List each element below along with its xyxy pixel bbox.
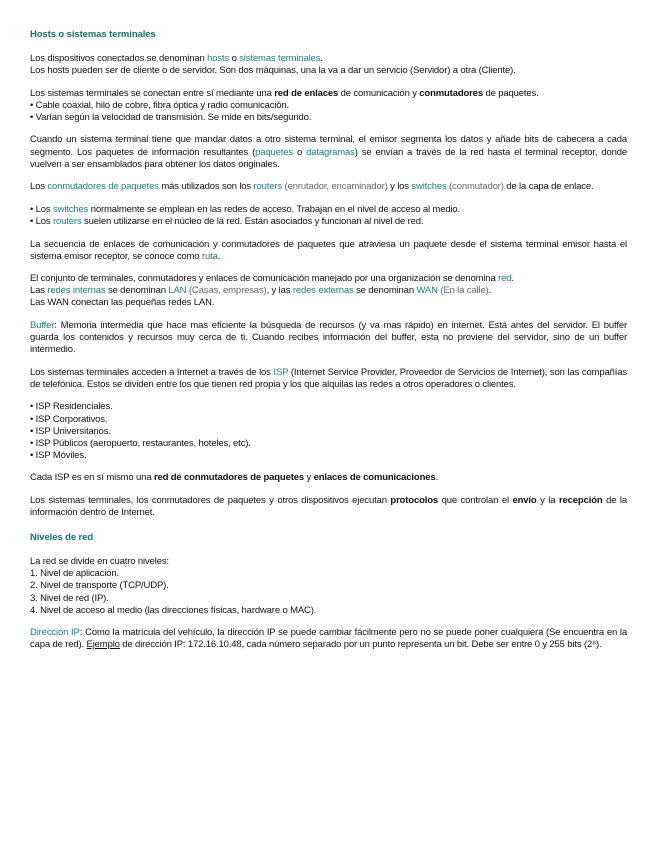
text: . <box>217 250 221 262</box>
text: y la <box>536 495 559 507</box>
list-item: • ISP Universitarios. <box>30 425 111 437</box>
text: de paquetes. <box>482 87 539 99</box>
term-switches: switches <box>53 203 89 215</box>
bold-conmutadores: conmutadores <box>419 87 483 99</box>
term-ruta: ruta <box>201 250 218 262</box>
list-item: 1. Nivel de aplicación. <box>30 568 119 580</box>
list-switches-routers <box>30 204 627 228</box>
text: Los sistemas terminales se conectan entre sí mediante una <box>30 87 275 99</box>
wan-note: Las WAN conectan las pequeñas redes LAN. <box>30 297 215 309</box>
text: La secuencia de enlaces de comunicación y conmutadores de paquetes que atraviesa un paquete desde el sistema terminal emisor hasta el sistema emisor receptor, se conoce como <box>30 238 627 262</box>
niveles-intro: La red se divide en cuatro niveles: <box>30 556 169 568</box>
term-redes-externas: redes externas <box>292 285 354 297</box>
paragraph-direccion-ip <box>30 627 627 651</box>
term-hosts: hosts <box>207 53 230 64</box>
list-item: • Varían según la velocidad de transmisión. Se mide en bits/segundo. <box>30 111 312 123</box>
hosts-client-server: Los hosts pueden ser de cliente o de servidor. Son dos máquinas, una la va a dar un servicio (Servidor) a otra (Cliente). <box>30 65 516 77</box>
paragraph-protocolos <box>30 495 627 519</box>
text: Las <box>30 285 48 297</box>
bold-red-enlaces: red de enlaces <box>274 87 339 99</box>
list-item: 4. Nivel de acceso al medio (las direcciones físicas, hardware o MAC). <box>30 604 317 616</box>
paragraph-segmentacion <box>30 134 627 170</box>
text: : Memoria intermedia que hace mas eficiente la búsqueda de recursos (y va mas rápido) en internet. Está antes del servidor. El buffer guarda los contenidos y recursos muy cerca de ti. Cuando recibes información del buffer, esta no proviene del servidor, sino de un buffer intermedio. <box>30 320 627 356</box>
text: de comunicación y <box>338 87 420 99</box>
paragraph-buffer <box>30 320 627 356</box>
paragraph-red-enlaces <box>30 88 627 124</box>
text: Los sistemas terminales acceden a Internet a través de los <box>30 366 274 378</box>
text: se denominan <box>353 285 417 297</box>
list-isp-types <box>30 401 627 461</box>
term-routers: routers <box>53 215 82 227</box>
bold-protocolos: protocolos <box>390 495 439 507</box>
list-item: • ISP Corporativos. <box>30 413 108 425</box>
note-enrutador: (enrutador, encaminador) <box>282 181 388 193</box>
paragraph-ruta <box>30 239 627 263</box>
text <box>30 273 627 285</box>
term-isp: ISP <box>273 366 289 378</box>
text: más utilizados son los <box>158 181 254 193</box>
text: de la capa de enlace. <box>503 181 594 193</box>
text: • Los <box>30 203 54 215</box>
list-item: • Cable coaxial, hilo de cobre, fibra óptica y radio comunicación. <box>30 99 290 111</box>
term-conmutadores-de-paquetes: conmutadores de paquetes <box>47 181 159 193</box>
text: , y las <box>266 285 293 297</box>
term-datagramas: datagramas <box>306 146 355 158</box>
text: . <box>435 472 438 484</box>
list-item <box>30 204 627 216</box>
list-niveles <box>30 556 627 616</box>
text: que controlan el <box>438 495 513 507</box>
text: Los <box>30 181 48 193</box>
bold-red-conmutadores: red de conmutadores de paquetes <box>153 472 304 484</box>
text: suelen utilizarse en el núcleo de la red. Están asociados y funcionan al nivel de red. <box>81 215 424 227</box>
text: Cada ISP es en sí mismo una <box>30 472 154 484</box>
paragraph-isp-red <box>30 472 627 484</box>
text: o <box>229 53 240 64</box>
text: Los dispositivos conectados se denominan <box>30 53 208 64</box>
text: El conjunto de terminales, conmutadores y enlaces de comunicación manejado por una organización se denomina <box>30 273 499 285</box>
list-item <box>30 216 627 228</box>
term-sistemas-terminales: sistemas terminales <box>239 53 321 64</box>
note-casas: (Casas, empresas) <box>186 285 267 297</box>
text: normalmente se emplean en las redes de acceso. Trabajan en el nivel de acceso al medio. <box>88 203 461 215</box>
text: y <box>303 472 314 484</box>
term-paquetes: paquetes <box>255 146 294 158</box>
paragraph-conmutadores <box>30 181 627 193</box>
text: y los <box>387 181 412 193</box>
bold-enlaces-comunicaciones: enlaces de comunicaciones <box>313 472 436 484</box>
text: . <box>320 53 323 64</box>
list-item: 3. Nivel de red (IP). <box>30 592 109 604</box>
bold-envio: envío <box>512 495 537 507</box>
term-routers: routers <box>253 181 283 193</box>
text: . <box>488 285 492 297</box>
text: Los sistemas terminales, los conmutadores de paquetes y otros dispositivos ejecutan <box>30 495 391 507</box>
text: . <box>511 273 514 285</box>
term-wan: WAN <box>416 285 438 297</box>
underlined-ejemplo: Ejemplo <box>86 639 120 651</box>
bold-recepcion: recepción <box>558 495 603 507</box>
text: • Los <box>30 215 54 227</box>
paragraph-isp <box>30 367 627 391</box>
text: : Como la matrícula del vehículo, la dirección IP se puede cambiar fácilmente pero no se puede poner cualquiera (Se encuentra en la capa de red). <box>30 627 627 651</box>
note-calle: (En la calle) <box>437 285 489 297</box>
term-red: red <box>498 273 512 285</box>
paragraph-red-lan-wan <box>30 273 627 309</box>
term-switches: switches <box>411 181 447 193</box>
list-item: • ISP Residenciales. <box>30 401 113 413</box>
paragraph-hosts-definition <box>30 53 627 77</box>
list-item: 2. Nivel de transporte (TCP/UDP). <box>30 580 169 592</box>
text: se denominan <box>105 285 169 297</box>
text: de la información dentro de Internet. <box>30 495 627 519</box>
section-heading-hosts: Hosts o sistemas terminales <box>30 29 156 40</box>
list-item: • ISP Móviles. <box>30 449 87 461</box>
text: de dirección IP: 172.16.10.48, cada número separado por un punto representa un bit. Debe ser entre 0 y 255 bits (2⁸). <box>119 639 602 651</box>
list-item: • ISP Públicos (aeropuerto, restaurantes, hoteles, etc). <box>30 437 251 449</box>
note-conmutador: (conmutador) <box>446 181 504 193</box>
term-lan: LAN <box>168 285 187 297</box>
text: o <box>293 146 307 158</box>
text: Cuando un sistema terminal tiene que mandar datos a otro sistema terminal, el emisor segmenta los datos y añade bits de cabecera a cada segmento. Los paquetes de información resultantes ( <box>30 134 627 158</box>
term-direccion-ip: Dirección IP <box>30 627 80 639</box>
term-redes-internas: redes internas <box>47 285 106 297</box>
text: (Internet Service Provider, Proveedor de Servicios de Internet), son las compañías de telefónica. Estos se dividen entre los que tienen red propia y los que alquilas las redes a otros operadores o clientes. <box>30 366 627 390</box>
section-heading-niveles: Niveles de red <box>30 532 94 544</box>
term-buffer: Buffer <box>30 320 55 331</box>
text: ) se envían a través de la red hasta el terminal receptor, donde vuelven a ser ensamblados para obtener los datos originales. <box>30 146 627 170</box>
